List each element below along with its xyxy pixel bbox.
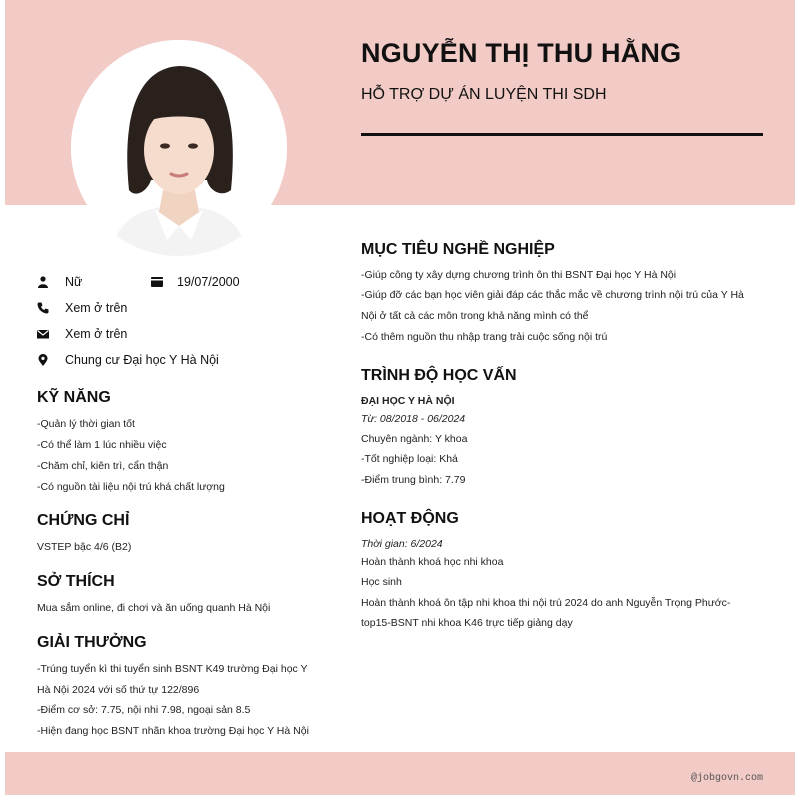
activity-item: Hoàn thành khoá học nhi khoa xyxy=(361,556,504,568)
award-item: -Hiện đang học BSNT nhãn khoa trường Đại học Y Hà Nội xyxy=(37,725,309,737)
education-item: -Điểm trung bình: 7.79 xyxy=(361,474,466,486)
profile-photo xyxy=(71,40,287,256)
birthdate-value: 19/07/2000 xyxy=(177,275,240,289)
address-value: Chung cư Đại học Y Hà Nội xyxy=(65,353,219,367)
award-item: Hà Nội 2024 với số thứ tự 122/896 xyxy=(37,684,200,696)
phone-row xyxy=(37,299,127,317)
education-item: Chuyên ngành: Y khoa xyxy=(361,433,468,445)
objective-item: Nội ở tất cả các môn trong khả năng mình có thể xyxy=(361,310,589,322)
envelope-icon xyxy=(37,328,49,340)
activities-period: Thời gian: 6/2024 xyxy=(361,538,443,550)
objective-item: -Giúp công ty xây dựng chương trình ôn thi BSNT Đại học Y Hà Nội xyxy=(361,269,677,281)
activity-item: Học sinh xyxy=(361,576,402,588)
candidate-title: HỖ TRỢ DỰ ÁN LUYỆN THI SDH xyxy=(361,86,607,103)
hobby-item: Mua sắm online, đi chơi và ăn uống quanh Hà Nội xyxy=(37,602,271,614)
objective-item: -Có thêm nguồn thu nhập trang trải cuộc sống nội trú xyxy=(361,331,608,343)
school-name: ĐẠI HỌC Y HÀ NỘI xyxy=(361,395,455,407)
education-heading: TRÌNH ĐỘ HỌC VẤN xyxy=(361,367,517,384)
skill-item: -Có nguồn tài liệu nội trú khá chất lượng xyxy=(37,481,225,493)
phone-value: Xem ở trên xyxy=(65,301,128,315)
objective-heading: MỤC TIÊU NGHỀ NGHIỆP xyxy=(361,241,555,258)
address-row xyxy=(37,351,219,369)
award-item: -Trúng tuyển kì thi tuyển sinh BSNT K49 trường Đại học Y xyxy=(37,663,308,675)
header-divider xyxy=(361,133,763,136)
activity-item: top15-BSNT nhi khoa K46 trực tiếp giảng dạy xyxy=(361,617,573,629)
portrait-illustration xyxy=(71,40,287,256)
footer-band xyxy=(5,752,795,795)
activities-heading: HOẠT ĐỘNG xyxy=(361,510,459,527)
hobbies-heading: SỞ THÍCH xyxy=(37,573,115,590)
certificates-heading: CHỨNG CHỈ xyxy=(37,512,130,529)
brand-watermark: @jobgovn.com xyxy=(690,773,763,784)
skill-item: -Quản lý thời gian tốt xyxy=(37,418,135,430)
education-item: -Tốt nghiệp loại: Khá xyxy=(361,453,458,465)
certificate-item: VSTEP bậc 4/6 (B2) xyxy=(37,541,132,553)
activity-item: Hoàn thành khoá ôn tập nhi khoa thi nội trú 2024 do anh Nguyễn Trọng Phước- xyxy=(361,597,731,609)
candidate-name: NGUYỄN THỊ THU HẰNG xyxy=(361,38,682,68)
email-row xyxy=(37,325,127,343)
objective-item: -Giúp đỡ các bạn học viên giải đáp các thắc mắc về chương trình nội trú của Y Hà xyxy=(361,289,744,301)
card-icon xyxy=(151,277,163,287)
map-pin-icon xyxy=(37,354,49,366)
email-value: Xem ở trên xyxy=(65,327,128,341)
skill-item: -Có thể làm 1 lúc nhiều việc xyxy=(37,439,167,451)
birthdate-row xyxy=(151,273,240,291)
award-item: -Điểm cơ sở: 7.75, nội nhi 7.98, ngoại sản 8.5 xyxy=(37,704,251,716)
gender-value: Nữ xyxy=(65,275,83,289)
awards-heading: GIẢI THƯỞNG xyxy=(37,634,147,651)
gender-row xyxy=(37,273,82,291)
person-icon xyxy=(37,276,49,288)
education-period: Từ: 08/2018 - 06/2024 xyxy=(361,413,466,425)
skills-heading: KỸ NĂNG xyxy=(37,389,111,406)
phone-icon xyxy=(37,302,49,314)
skill-item: -Chăm chỉ, kiên trì, cẩn thận xyxy=(37,460,169,472)
